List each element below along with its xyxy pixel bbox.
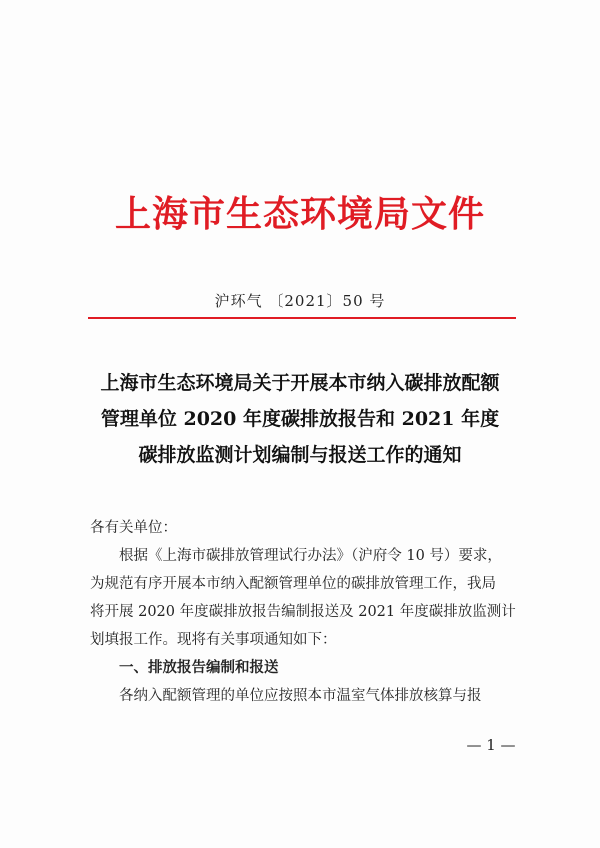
- title-line-3: 碳排放监测计划编制与报送工作的通知: [138, 444, 462, 466]
- intro-paragraph: [90, 542, 530, 654]
- paragraph-line-4: 划填报工作。现将有关事项通知如下：: [90, 632, 337, 648]
- title-line-2: 管理单位 2020 年度碳排放报告和 2021 年度: [100, 408, 500, 430]
- paragraph-line-1: 根据《上海市碳排放管理试行办法》（沪府令 10 号）要求，: [119, 548, 502, 564]
- page-number: — 1 —: [466, 736, 516, 754]
- notice-body: [90, 514, 530, 710]
- paragraph-line-2: 为规范有序开展本市纳入配额管理单位的碳排放管理工作，我局: [90, 576, 496, 592]
- section-paragraph-line-1: 各纳入配额管理的单位应按照本市温室气体排放核算与报: [119, 688, 482, 704]
- title-line-1: 上海市生态环境局关于开展本市纳入碳排放配额: [100, 372, 500, 394]
- masthead-title: 上海市生态环境局文件: [114, 193, 485, 235]
- section-heading: 一、排放报告编制和报送: [119, 660, 279, 676]
- salutation: 各有关单位：: [90, 520, 177, 536]
- notice-title: [60, 365, 540, 473]
- paragraph-line-3: 将开展 2020 年度碳排放报告编制报送及 2021 年度碳排放监测计: [90, 604, 516, 620]
- red-divider-line: [88, 317, 516, 319]
- document-number: 沪环气 〔2021〕50 号: [214, 292, 386, 310]
